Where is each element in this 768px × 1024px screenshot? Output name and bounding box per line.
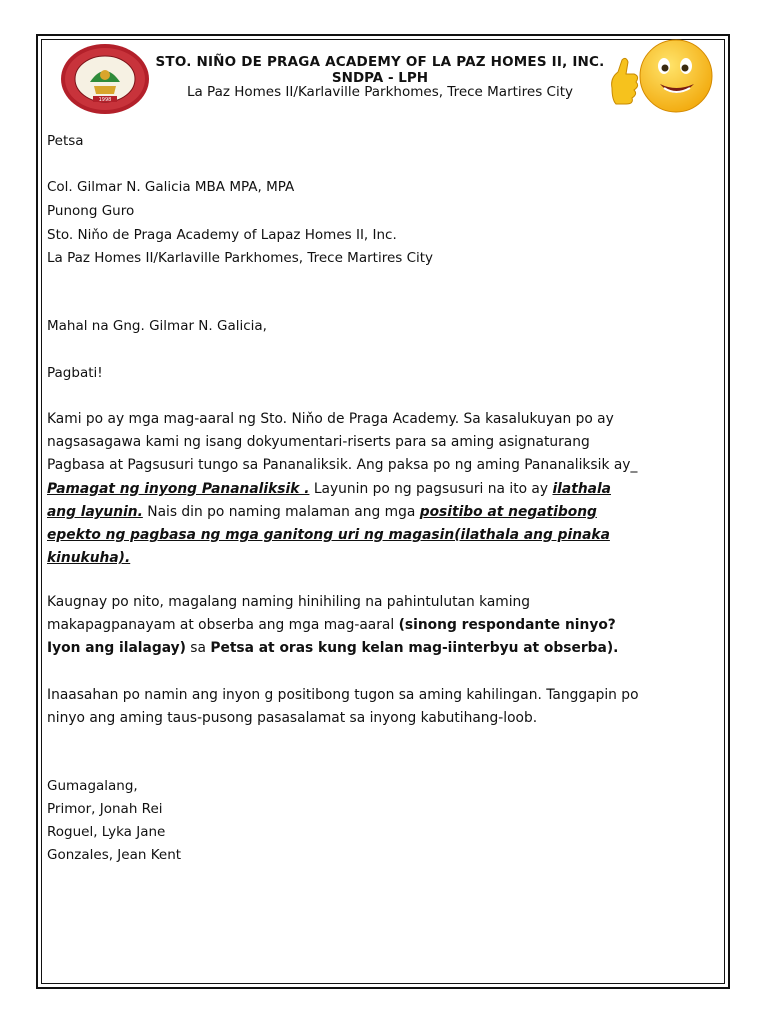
objective-placeholder: ilathala: [552, 480, 611, 497]
schedule-placeholder: Petsa at oras kung kelan mag-iinterbyu at obserba).: [210, 640, 619, 657]
recipient-position: Punong Guro: [47, 203, 135, 219]
signatory: Roguel, Lyka Jane: [47, 824, 166, 840]
recipient-name: Col. Gilmar N. Galicia MBA MPA, MPA: [47, 179, 295, 195]
effects-placeholder-end: kinukuha).: [47, 550, 131, 567]
para2-text: sa: [185, 640, 211, 657]
para1-line: [47, 524, 697, 547]
date-label: Petsa: [47, 133, 84, 149]
school-abbreviation: SNDPA - LPH: [331, 70, 429, 86]
effects-placeholder: epekto ng pagbasa ng mga ganitong uri ng magasin(ilathala ang pinaka: [47, 527, 610, 544]
para1-line: [47, 547, 697, 570]
respondent-placeholder-end: Iyon ang ilalagay): [47, 640, 186, 657]
para2-line: [47, 614, 697, 637]
closing: Gumagalang,: [47, 778, 138, 794]
para1-text: Layunin po ng pagsusuri na ito ay: [309, 480, 553, 497]
body-paragraph-2: [47, 591, 697, 661]
respondent-placeholder: (sinong respondante ninyo?: [398, 617, 616, 634]
para1-line: Kami po ay mga mag-aaral ng Sto. Niňo de Praga Academy. Sa kasalukuyan po ay: [47, 411, 614, 427]
para1-line: [47, 478, 697, 501]
para2-text: makapagpanayam at obserba ang mga mag-aaral: [47, 617, 399, 634]
para1-text: Nais din po naming malaman ang mga: [142, 503, 420, 520]
para3-line: ninyo ang aming taus-pusong pasasalamat sa inyong kabutihang-loob.: [47, 710, 538, 727]
school-name: STO. NIÑO DE PRAGA ACADEMY OF LA PAZ HOMES II, INC.: [155, 54, 605, 70]
school-address: La Paz Homes II/Karlaville Parkhomes, Trece Martires City: [186, 84, 574, 100]
recipient-school: Sto. Niňo de Praga Academy of Lapaz Homes II, Inc.: [47, 227, 397, 243]
para1-line: Pagbasa at Pagsusuri tungo sa Pananaliksik. Ang paksa po ng aming Pananaliksik ay_: [47, 457, 638, 474]
greeting: Pagbati!: [47, 365, 103, 381]
salutation: Mahal na Gng. Gilmar N. Galicia,: [47, 318, 267, 334]
para2-line: Kaugnay po nito, magalang naming hinihiling na pahintulutan kaming: [47, 594, 531, 610]
signatory: Primor, Jonah Rei: [47, 801, 163, 817]
signatory: Gonzales, Jean Kent: [47, 847, 182, 863]
para2-line: [47, 637, 697, 660]
para1-line: nagsasagawa kami ng isang dokyumentari-riserts para sa aming asignaturang: [47, 434, 590, 451]
para3-line: Inaasahan po namin ang inyon g positibong tugon sa aming kahilingan. Tanggapin po: [47, 687, 639, 703]
recipient-address: La Paz Homes II/Karlaville Parkhomes, Trece Martires City: [47, 250, 434, 266]
objective-placeholder-end: ang layunin.: [47, 503, 143, 520]
body-paragraph-1: [47, 408, 697, 570]
research-title-placeholder: Pamagat ng inyong Pananaliksik .: [47, 480, 310, 497]
body-paragraph-3: [47, 684, 697, 730]
para1-line: [47, 501, 697, 524]
logo-year: 1998: [98, 97, 112, 103]
effects-placeholder: positibo at negatibong: [419, 503, 597, 520]
